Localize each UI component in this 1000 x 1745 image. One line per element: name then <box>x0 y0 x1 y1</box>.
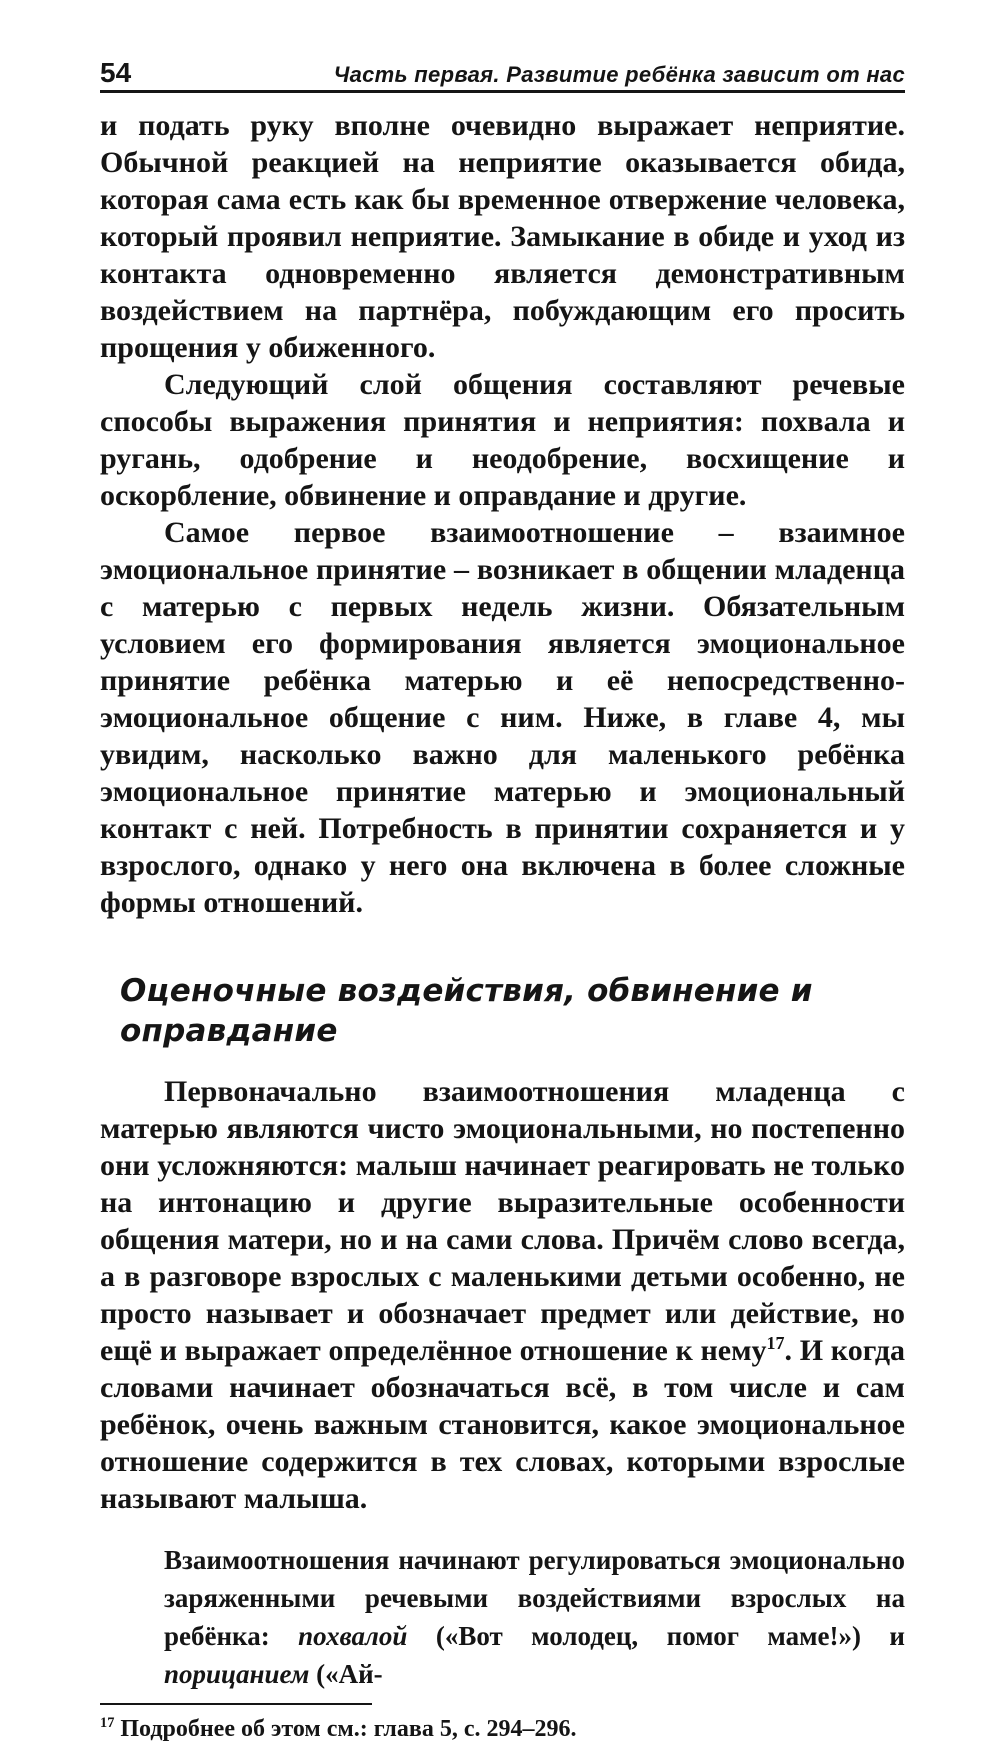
footnote <box>100 1713 905 1745</box>
paragraph: Следующий слой общения составляют речевые способы выражения принятия и неприятия: похвала и ругань, одобрение и неодобрение, восхищение и оскорбление, обвинение и оправдание и другие. <box>100 368 905 512</box>
footnote-reference: 17 <box>766 1333 785 1353</box>
paragraph: и подать руку вполне очевидно выражает неприятие. Обычной реакцией на неприятие оказывается обида, которая сама есть как бы временное отвержение человека, который проявил неприятие. Замыкание в обиде и уход из контакта одновременно является демонстративным воздействием на партнёра, побуждающим его просить прощения у обиженного. <box>100 109 905 364</box>
running-title: Часть первая. Развитие ребёнка зависит от нас <box>333 62 905 87</box>
highlight-text-end: («Ай- <box>309 1659 383 1689</box>
book-page <box>100 40 905 1745</box>
highlight-text-middle: («Вот молодец, помог маме!») и <box>407 1621 905 1651</box>
highlight-text-start: Взаимоотношения начинают регулироваться эмоционально заряженными речевыми воздействиями взрослых на ребёнка: <box>164 1545 905 1651</box>
term-blame: порицанием <box>164 1659 310 1689</box>
footnote-text: Подробнее об этом см.: глава 5, с. 294–296. <box>114 1716 577 1742</box>
term-praise: похвалой <box>298 1621 408 1651</box>
paragraph: Самое первое взаимоотношение – взаимное эмоциональное принятие – возникает в общении младенца с матерью с первых недель жизни. Обязательным условием его формирования является эмоциональное принятие ребёнка матерью и её непосредственно-эмоциональное общение с ним. Ниже, в главе 4, мы увидим, насколько важно для маленького ребёнка эмоциональное принятие матерью и эмоциональный контакт с ней. Потребность в принятии сохраняется и у взрослого, однако у него она включена в более сложные формы отношений. <box>100 516 905 919</box>
section-text <box>100 1073 905 1517</box>
page-header <box>100 40 905 93</box>
main-text <box>100 107 905 921</box>
footnote-number: 17 <box>100 1715 115 1731</box>
paragraph-tail-text: . И когда словами начинает обозначаться всё, в том числе и сам ребёнок, очень важным становится, какое эмоциональное отношение содержится в тех словах, которыми взрослые называют малыша. <box>100 1334 906 1515</box>
page-number: 54 <box>100 57 132 88</box>
footnote-divider <box>100 1703 372 1705</box>
paragraph <box>100 1073 905 1517</box>
highlighted-block <box>164 1541 905 1693</box>
section-heading: Оценочные воздействия, обвинение и оправдание <box>120 973 813 1049</box>
paragraph-main-text: Первоначально взаимоотношения младенца с матерью являются чисто эмоциональными, но постепенно они усложняются: малыш начинает реагировать не только на интонацию и другие выразительные особенности общения матери, но и на сами слова. Причём слово всегда, а в разговоре взрослых с маленькими детьми особенно, не просто называет и обозначает предмет или действие, но ещё и выражает определённое отношение к нему <box>100 1075 905 1367</box>
